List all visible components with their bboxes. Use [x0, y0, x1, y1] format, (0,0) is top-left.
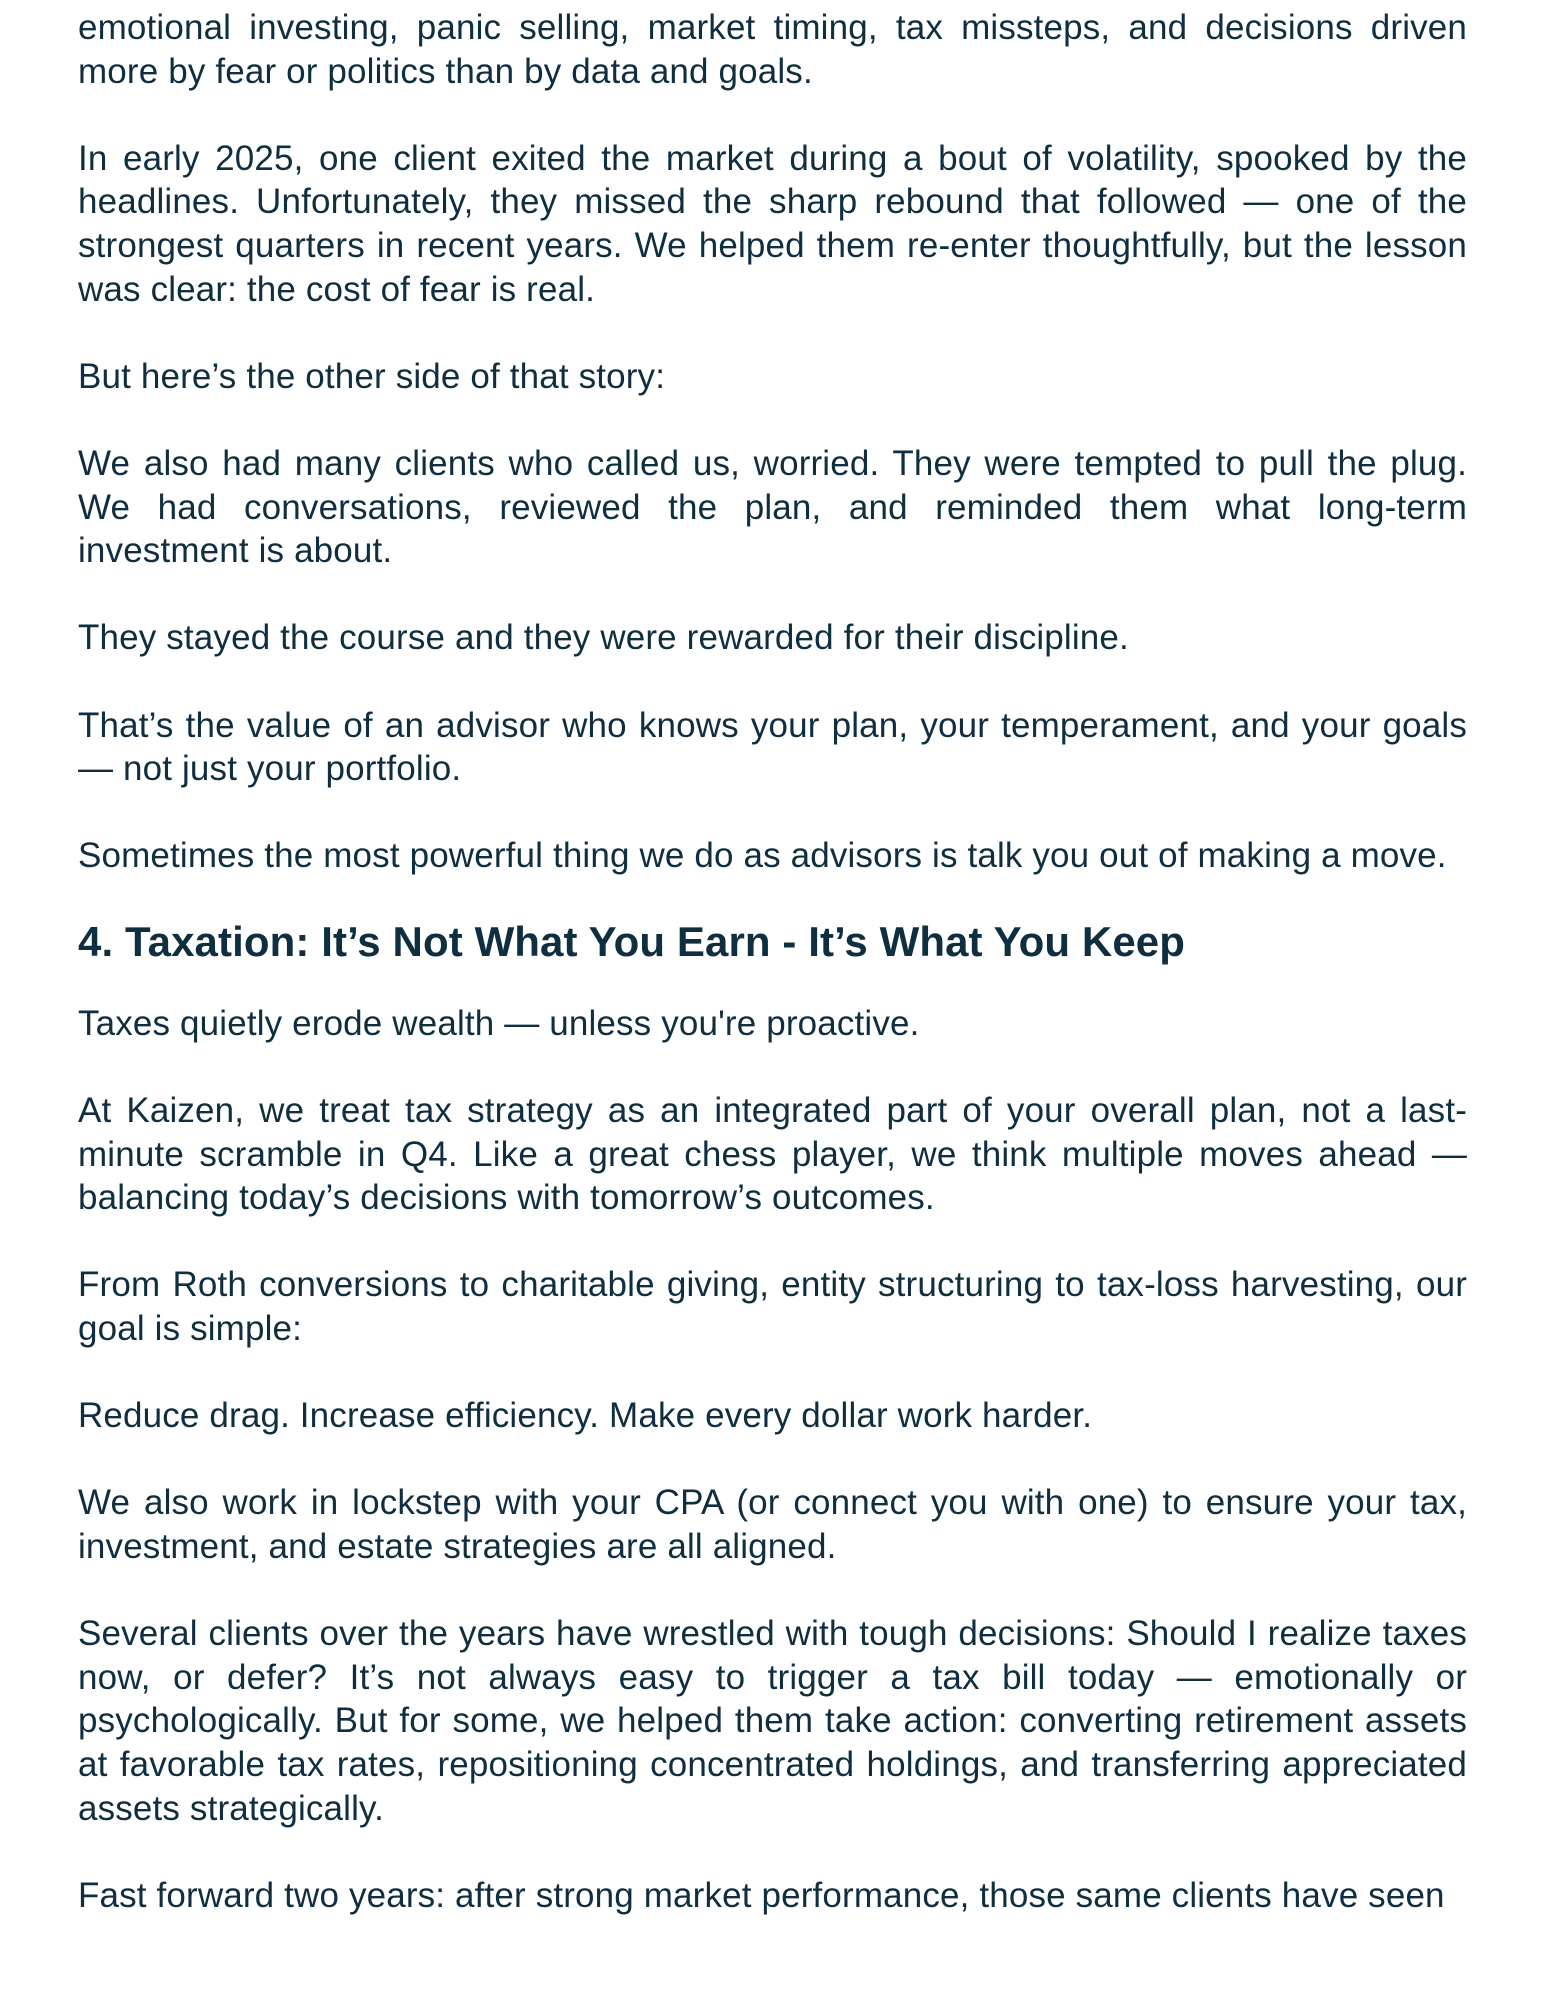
- paragraph-talk-you-out: Sometimes the most powerful thing we do as advisors is talk you out of making a move.: [78, 836, 1447, 876]
- section-heading-taxation: 4. Taxation: It’s Not What You Earn - It’s What You Keep: [78, 917, 1186, 965]
- paragraph-early-2025: In early 2025, one client exited the market during a bout of volatility, spooked by the headlines. Unfortunately, they missed the sharp rebound that followed — one of the strongest quarters in recent years. We helped them re-enter thoughtfully, but the lesson was clear: the cost of fear is real.: [78, 138, 1467, 309]
- paragraph-taxes-erode: Taxes quietly erode wealth — unless you're proactive.: [78, 1003, 920, 1043]
- paragraph-worried-clients: We also had many clients who called us, worried. They were tempted to pull the plug. We had conversations, reviewed the plan, and reminded them what long-term investment is about.: [78, 443, 1467, 571]
- paragraph-reduce-drag: Reduce drag. Increase efficiency. Make every dollar work harder.: [78, 1396, 1093, 1436]
- paragraph-tough-decisions: Several clients over the years have wrestled with tough decisions: Should I realize taxes now, or defer? It’s not always easy to trigger a tax bill today — emotionally or psychologically. But for some, we helped them take action: converting retirement assets at favorable tax rates, repositioning concentrated holdings, and transferring appreciated assets strategically.: [78, 1614, 1467, 1828]
- paragraph-emotional-investing: emotional investing, panic selling, market timing, tax missteps, and decisions driven more by fear or politics than by data and goals.: [78, 8, 1467, 91]
- article-body: [78, 0, 1467, 1917]
- paragraph-advisor-value: That’s the value of an advisor who knows your plan, your temperament, and your goals — not just your portfolio.: [78, 705, 1467, 789]
- paragraph-fast-forward: Fast forward two years: after strong market performance, those same clients have seen: [78, 1875, 1445, 1915]
- paragraph-kaizen-tax-strategy: At Kaizen, we treat tax strategy as an integrated part of your overall plan, not a last-minute scramble in Q4. Like a great chess player, we think multiple moves ahead — balancing today’s decisions with tomorrow’s outcomes.: [78, 1091, 1467, 1218]
- paragraph-roth-conversions: From Roth conversions to charitable giving, entity structuring to tax-loss harvesting, our goal is simple:: [78, 1265, 1467, 1349]
- paragraph-cpa-lockstep: We also work in lockstep with your CPA (or connect you with one) to ensure your tax, investment, and estate strategies are all aligned.: [78, 1483, 1467, 1566]
- paragraph-other-side: But here’s the other side of that story:: [78, 356, 666, 396]
- paragraph-stayed-course: They stayed the course and they were rewarded for their discipline.: [78, 618, 1129, 658]
